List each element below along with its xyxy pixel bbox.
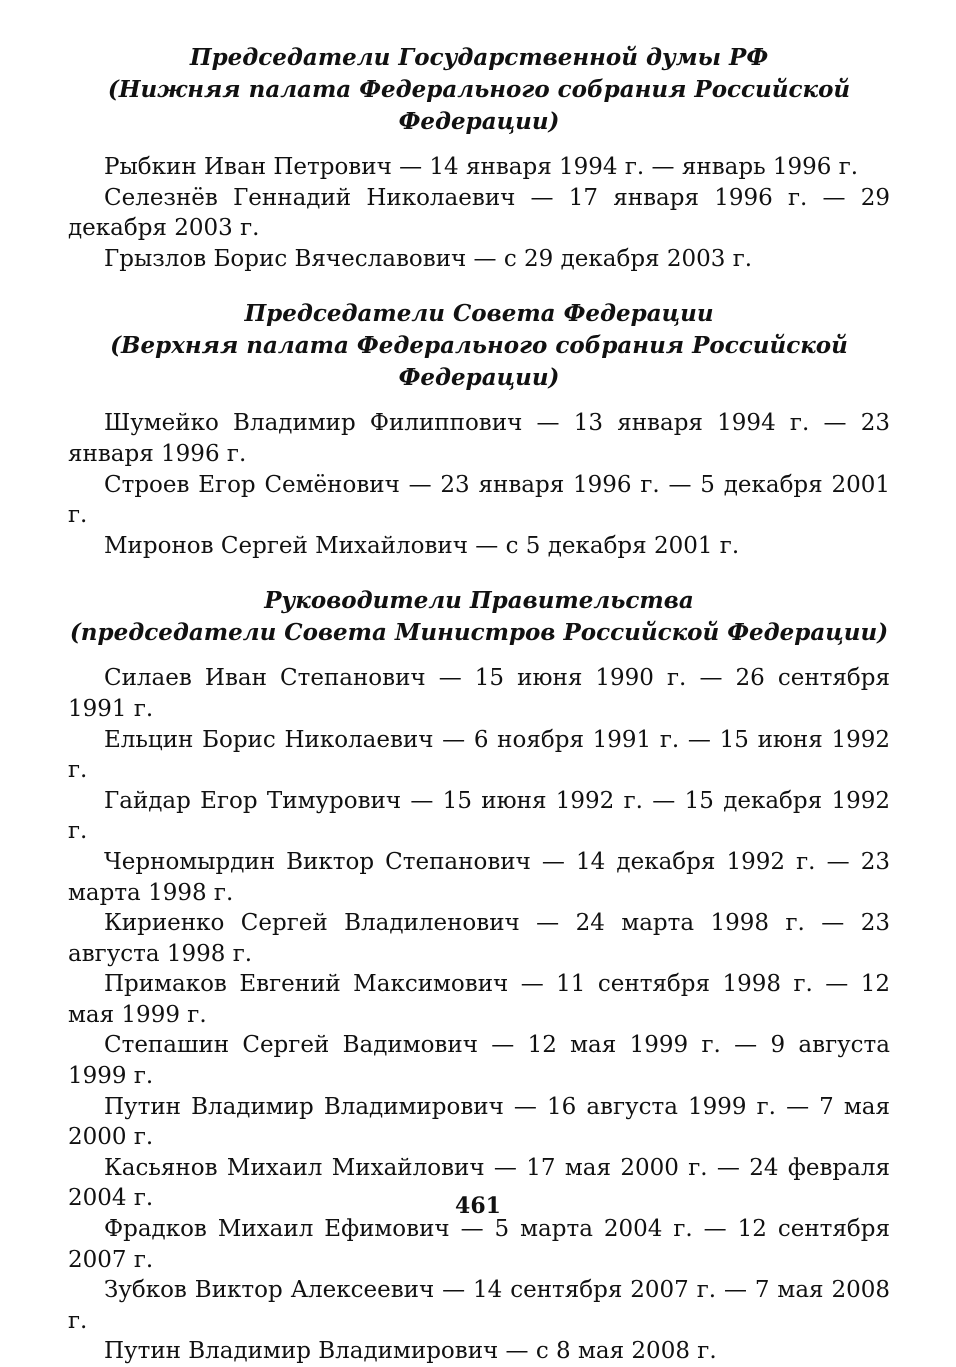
list-item: Кириенко Сергей Владиленович — 24 марта 1998 г. — 23 августа 1998 г. <box>68 910 890 967</box>
section-title: Председатели Совета Федерации <box>244 300 714 328</box>
page-body <box>68 42 890 1365</box>
list-item: Фрадков Михаил Ефимович — 5 марта 2004 г. — 12 сентября 2007 г. <box>68 1216 890 1273</box>
section-title: Руководители Правительства <box>264 587 694 615</box>
list-item: Путин Владимир Владимирович — с 8 мая 2008 г. <box>104 1338 717 1365</box>
section-subtitle: (Нижняя палата Федерального собрания Российской Федерации) <box>107 76 851 135</box>
list-item: Касьянов Михаил Михайлович — 17 мая 2000 г. — 24 февраля 2004 г. <box>68 1154 890 1212</box>
list-item: Путин Владимир Владимирович — 16 августа 1999 г. — 7 мая 2000 г. <box>68 1093 890 1151</box>
list-item: Миронов Сергей Михайлович — с 5 декабря 2001 г. <box>104 532 740 559</box>
section-duma-chairmen <box>68 42 890 274</box>
list-item: Зубков Виктор Алексеевич — 14 сентября 2007 г. — 7 мая 2008 г. <box>68 1277 890 1334</box>
list-item: Грызлов Борис Вячеславович — с 29 декабря 2003 г. <box>104 245 753 272</box>
list-item: Ельцин Борис Николаевич — 6 ноября 1991 г. — 15 июня 1992 г. <box>68 726 890 784</box>
list-item: Примаков Евгений Максимович — 11 сентября 1998 г. — 12 мая 1999 г. <box>68 971 890 1028</box>
section-government-heads <box>68 585 890 1367</box>
list-item: Гайдар Егор Тимурович — 15 июня 1992 г. — 15 декабря 1992 г. <box>68 787 890 845</box>
list-item: Селезнёв Геннадий Николаевич — 17 января 1996 г. — 29 декабря 2003 г. <box>68 184 890 242</box>
list-item: Степашин Сергей Вадимович — 12 мая 1999 г. — 9 августа 1999 г. <box>68 1032 890 1090</box>
section-subtitle: (председатели Совета Министров Российской Федерации) <box>69 619 889 647</box>
list-item: Силаев Иван Степанович — 15 июня 1990 г. — 26 сентября 1991 г. <box>68 665 890 722</box>
list-item: Шумейко Владимир Филиппович — 13 января 1994 г. — 23 января 1996 г. <box>68 410 890 467</box>
page-number: 461 <box>455 1193 501 1219</box>
list-item: Рыбкин Иван Петрович — 14 января 1994 г. — январь 1996 г. <box>104 154 859 180</box>
list-item: Черномырдин Виктор Степанович — 14 декабря 1992 г. — 23 марта 1998 г. <box>68 848 890 906</box>
section-title: Председатели Государственной думы РФ <box>189 44 769 71</box>
section-federation-council-chairmen <box>68 298 890 561</box>
list-item: Строев Егор Семёнович — 23 января 1996 г. — 5 декабря 2001 г. <box>68 471 890 529</box>
section-subtitle: (Верхняя палата Федерального собрания Российской Федерации) <box>110 332 848 392</box>
